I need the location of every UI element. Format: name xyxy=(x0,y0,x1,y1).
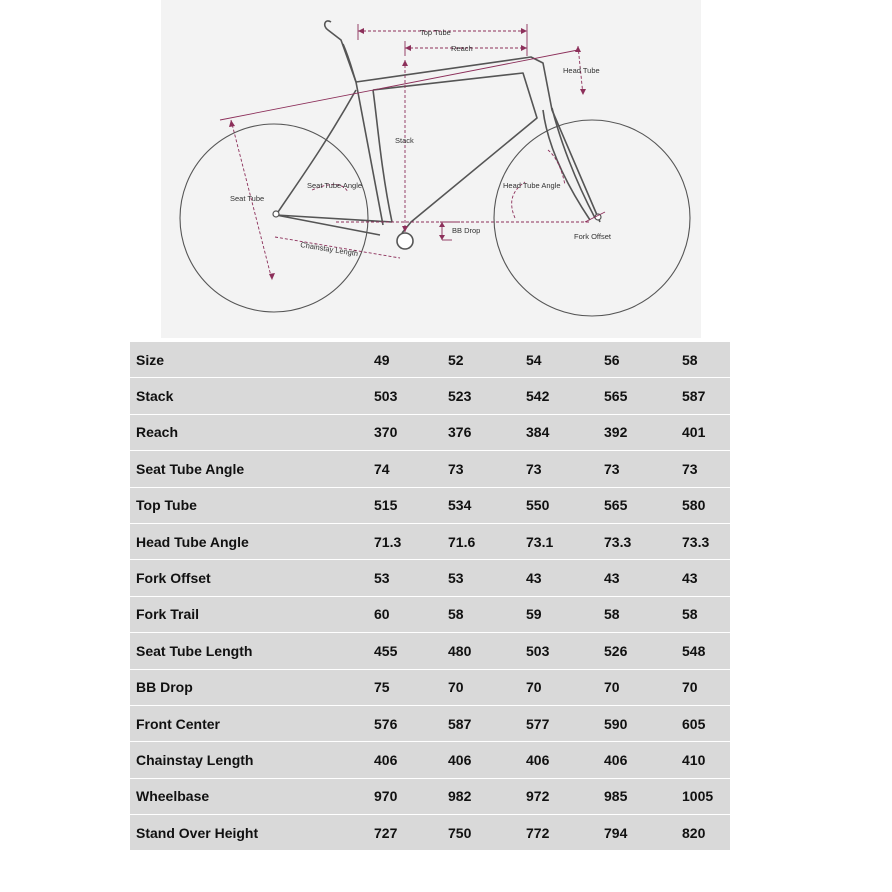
label-stack: Stack xyxy=(395,136,414,145)
row-label: Stack xyxy=(130,378,374,414)
row-label: Head Tube Angle xyxy=(130,523,374,559)
table-cell: 43 xyxy=(526,560,604,596)
bike-geometry-diagram xyxy=(0,0,892,340)
table-cell: 53 xyxy=(374,560,448,596)
table-cell: 503 xyxy=(526,633,604,669)
table-cell: 550 xyxy=(526,487,604,523)
table-cell: 515 xyxy=(374,487,448,523)
row-label: Seat Tube Angle xyxy=(130,451,374,487)
table-cell: 605 xyxy=(682,705,730,741)
table-cell: 73.3 xyxy=(682,523,730,559)
table-cell: 548 xyxy=(682,633,730,669)
table-cell: 503 xyxy=(374,378,448,414)
table-cell: 70 xyxy=(682,669,730,705)
table-cell: 370 xyxy=(374,414,448,450)
row-label: Size xyxy=(130,342,374,378)
bike-frame xyxy=(276,21,600,235)
label-chainstay-length: Chainstay Length xyxy=(299,240,359,259)
table-row xyxy=(130,705,730,741)
table-cell: 820 xyxy=(682,815,730,851)
row-label: Stand Over Height xyxy=(130,815,374,851)
geometry-table xyxy=(130,342,730,851)
table-row xyxy=(130,487,730,523)
table-cell: 73 xyxy=(448,451,526,487)
table-cell: 406 xyxy=(526,742,604,778)
table-cell: 70 xyxy=(448,669,526,705)
table-cell: 565 xyxy=(604,487,682,523)
table-cell: 43 xyxy=(604,560,682,596)
table-cell: 480 xyxy=(448,633,526,669)
table-cell: 534 xyxy=(448,487,526,523)
table-cell: 406 xyxy=(604,742,682,778)
table-cell: 392 xyxy=(604,414,682,450)
table-cell: 73 xyxy=(604,451,682,487)
table-row xyxy=(130,378,730,414)
row-label: Fork Trail xyxy=(130,596,374,632)
row-label: Fork Offset xyxy=(130,560,374,596)
table-cell: 384 xyxy=(526,414,604,450)
table-cell: 58 xyxy=(448,596,526,632)
label-bb-drop: BB Drop xyxy=(452,226,481,235)
table-cell: 401 xyxy=(682,414,730,450)
table-cell: 523 xyxy=(448,378,526,414)
row-label: Reach xyxy=(130,414,374,450)
table-cell: 58 xyxy=(604,596,682,632)
table-row xyxy=(130,669,730,705)
table-cell: 526 xyxy=(604,633,682,669)
table-row xyxy=(130,523,730,559)
table-cell: 52 xyxy=(448,342,526,378)
table-cell: 58 xyxy=(682,596,730,632)
table-cell: 54 xyxy=(526,342,604,378)
table-cell: 74 xyxy=(374,451,448,487)
table-cell: 982 xyxy=(448,778,526,814)
table-row xyxy=(130,414,730,450)
table-row xyxy=(130,742,730,778)
table-cell: 1005 xyxy=(682,778,730,814)
table-cell: 590 xyxy=(604,705,682,741)
table-cell: 71.3 xyxy=(374,523,448,559)
table-cell: 53 xyxy=(448,560,526,596)
table-cell: 73 xyxy=(682,451,730,487)
table-cell: 73 xyxy=(526,451,604,487)
table-cell: 455 xyxy=(374,633,448,669)
table-row xyxy=(130,451,730,487)
label-seat-tube: Seat Tube xyxy=(230,194,265,203)
table-cell: 376 xyxy=(448,414,526,450)
table-cell: 580 xyxy=(682,487,730,523)
label-fork-offset: Fork Offset xyxy=(574,232,611,241)
table-cell: 75 xyxy=(374,669,448,705)
table-cell: 56 xyxy=(604,342,682,378)
table-cell: 577 xyxy=(526,705,604,741)
geometry-table-body xyxy=(130,342,730,851)
table-row xyxy=(130,815,730,851)
table-row xyxy=(130,633,730,669)
table-cell: 772 xyxy=(526,815,604,851)
row-label: Chainstay Length xyxy=(130,742,374,778)
row-label: BB Drop xyxy=(130,669,374,705)
table-cell: 406 xyxy=(374,742,448,778)
table-cell: 970 xyxy=(374,778,448,814)
table-cell: 794 xyxy=(604,815,682,851)
table-cell: 73.3 xyxy=(604,523,682,559)
table-row xyxy=(130,596,730,632)
table-cell: 70 xyxy=(604,669,682,705)
table-cell: 576 xyxy=(374,705,448,741)
table-cell: 587 xyxy=(448,705,526,741)
table-cell: 406 xyxy=(448,742,526,778)
bottom-bracket xyxy=(397,233,413,249)
table-cell: 60 xyxy=(374,596,448,632)
table-row xyxy=(130,342,730,378)
row-label: Seat Tube Length xyxy=(130,633,374,669)
table-cell: 43 xyxy=(682,560,730,596)
rear-wheel xyxy=(180,124,368,312)
table-cell: 727 xyxy=(374,815,448,851)
table-cell: 972 xyxy=(526,778,604,814)
table-row xyxy=(130,560,730,596)
table-cell: 49 xyxy=(374,342,448,378)
table-row xyxy=(130,778,730,814)
table-cell: 59 xyxy=(526,596,604,632)
label-top-tube: Top Tube xyxy=(420,28,451,37)
label-reach: Reach xyxy=(451,44,473,53)
row-label: Wheelbase xyxy=(130,778,374,814)
table-cell: 750 xyxy=(448,815,526,851)
table-cell: 73.1 xyxy=(526,523,604,559)
rear-axle xyxy=(273,211,279,217)
table-cell: 985 xyxy=(604,778,682,814)
table-cell: 542 xyxy=(526,378,604,414)
table-cell: 70 xyxy=(526,669,604,705)
table-cell: 58 xyxy=(682,342,730,378)
table-cell: 410 xyxy=(682,742,730,778)
label-head-tube: Head Tube xyxy=(563,66,600,75)
table-cell: 71.6 xyxy=(448,523,526,559)
row-label: Front Center xyxy=(130,705,374,741)
label-head-tube-angle: Head Tube Angle xyxy=(503,181,561,190)
table-cell: 587 xyxy=(682,378,730,414)
label-seat-tube-angle: Seat Tube Angle xyxy=(307,181,363,190)
table-cell: 565 xyxy=(604,378,682,414)
row-label: Top Tube xyxy=(130,487,374,523)
